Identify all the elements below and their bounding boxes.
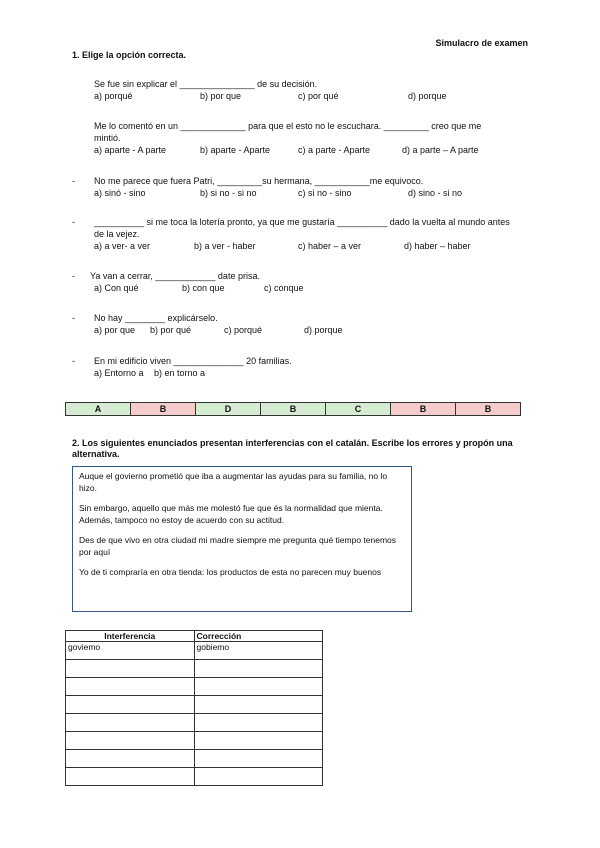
option-a[interactable]: a) por que <box>94 325 136 335</box>
answer-cell: B <box>131 403 196 416</box>
sentences-box <box>72 466 412 612</box>
option-a[interactable]: a) Con qué <box>94 283 139 293</box>
correccion-cell[interactable] <box>194 750 323 768</box>
question-4 <box>72 216 534 252</box>
question-3-bullet: - <box>72 176 75 186</box>
sentence-2: Sin embargo, aquello que más me molestó fue que és la normalidad que mienta. Además, tampoco no estoy de acuerdo con su actitud. <box>79 503 383 525</box>
question-3 <box>72 175 534 199</box>
answer-cell: A <box>66 403 131 416</box>
option-b[interactable]: b) por que <box>200 91 242 101</box>
header-interferencia: Interferencia <box>66 631 195 642</box>
question-5-bullet: - <box>72 271 75 281</box>
option-d[interactable]: d) haber – haber <box>404 241 471 251</box>
answer-cell: C <box>326 403 391 416</box>
correccion-cell[interactable] <box>194 768 323 786</box>
question-2-options <box>94 144 534 156</box>
option-c[interactable]: c) por qué <box>298 91 339 101</box>
question-6-text: No hay ________ explicárselo. <box>94 313 218 323</box>
correccion-cell[interactable] <box>194 732 323 750</box>
question-2 <box>94 120 534 156</box>
interferencia-cell[interactable] <box>66 714 195 732</box>
interferencia-cell[interactable]: goviemo <box>66 642 195 660</box>
section-2-title: 2. Los siguientes enunciados presentan interferencias con el catalán. Escribe los errores y propón una alternativa. <box>72 438 513 459</box>
table-row <box>66 750 323 768</box>
option-b[interactable]: b) a ver - haber <box>194 241 256 251</box>
option-b[interactable]: b) en torno a <box>154 368 206 378</box>
answer-cell: B <box>391 403 456 416</box>
interferencia-cell[interactable] <box>66 732 195 750</box>
option-c[interactable]: c) porqué <box>224 325 263 335</box>
table-row <box>66 696 323 714</box>
correccion-cell[interactable]: gobiemo <box>194 642 323 660</box>
question-1 <box>94 78 534 102</box>
option-b[interactable]: b) con que <box>182 283 225 293</box>
option-a[interactable]: a) porqué <box>94 91 133 101</box>
option-a[interactable]: a) a ver- a ver <box>94 241 151 251</box>
question-3-text: No me parece que fuera Patri, _________su hermana, ___________me equivoco. <box>94 176 424 186</box>
option-d[interactable]: d) porque <box>408 91 447 101</box>
question-1-text: Se fue sin explicar el _______________ de su decisión. <box>94 79 318 89</box>
header-correccion: Corrección <box>194 631 323 642</box>
option-a[interactable]: a) aparte - A parte <box>94 145 167 155</box>
question-4-options <box>94 240 534 252</box>
correccion-cell[interactable] <box>194 678 323 696</box>
table-row <box>66 678 323 696</box>
question-5-options <box>94 282 530 294</box>
option-c[interactable]: c) a parte - Aparte <box>298 145 371 155</box>
option-a[interactable]: a) sinó - sino <box>94 188 146 198</box>
answer-key-row <box>66 403 521 416</box>
question-1-options <box>94 90 534 102</box>
question-5 <box>72 270 530 294</box>
exam-title: Simulacro de examen <box>435 38 528 48</box>
question-7-options <box>94 367 534 379</box>
sentence-4: Yo de ti compraría en otra tienda: los productos de esta no parecen muy buenos <box>79 567 382 577</box>
table-row <box>66 660 323 678</box>
answer-cell: B <box>261 403 326 416</box>
option-c[interactable]: c) si no - sino <box>298 188 352 198</box>
option-d[interactable]: d) a parte – A parte <box>402 145 479 155</box>
option-b[interactable]: b) por qué <box>150 325 192 335</box>
table-header-row <box>66 631 323 642</box>
question-2-text: Me lo comentó en un _____________ para que el esto no le escuchara. _________ creo que me mintió. <box>94 121 482 143</box>
question-7-bullet: - <box>72 356 75 366</box>
option-d[interactable]: d) porque <box>304 325 343 335</box>
interferencia-cell[interactable] <box>66 696 195 714</box>
option-a[interactable]: a) Entorno a <box>94 368 144 378</box>
sentence-3: Des de que vivo en otra ciudad mi madre siempre me pregunta qué tiempo tenemos por aquí <box>79 535 397 557</box>
table-row <box>66 732 323 750</box>
table-row <box>66 768 323 786</box>
sentence-1: Auque el govierno prometió que iba a augmentar las ayudas para su familia, no lo hizo. <box>79 471 388 493</box>
interferencia-cell[interactable] <box>66 750 195 768</box>
question-4-text: __________ si me toca la lotería pronto, ya que me gustaría __________ dado la vuelta al mundo antes de la vejez. <box>94 217 510 239</box>
question-6-options <box>94 324 534 336</box>
option-b[interactable]: b) aparte - Aparte <box>200 145 271 155</box>
question-3-options <box>94 187 534 199</box>
correccion-cell[interactable] <box>194 714 323 732</box>
option-d[interactable]: d) sino - si no <box>408 188 463 198</box>
option-c[interactable]: c) haber – a ver <box>298 241 362 251</box>
question-7 <box>72 355 534 379</box>
answer-cell: B <box>456 403 521 416</box>
question-5-text: Ya van a cerrar, ____________ date prisa. <box>90 271 260 281</box>
option-c[interactable]: c) conque <box>264 283 304 293</box>
question-6-bullet: - <box>72 313 75 323</box>
question-4-bullet: - <box>72 217 75 227</box>
question-7-text: En mi edificio viven ______________ 20 familias. <box>94 356 292 366</box>
table-row <box>66 642 323 660</box>
section-1-title: 1. Elige la opción correcta. <box>72 50 187 60</box>
correccion-cell[interactable] <box>194 660 323 678</box>
correccion-cell[interactable] <box>194 696 323 714</box>
corrections-table <box>65 630 323 786</box>
question-6 <box>72 312 534 336</box>
option-b[interactable]: b) si no - si no <box>200 188 257 198</box>
answer-cell: D <box>196 403 261 416</box>
table-row <box>66 714 323 732</box>
interferencia-cell[interactable] <box>66 768 195 786</box>
answer-key-table <box>65 402 521 416</box>
interferencia-cell[interactable] <box>66 678 195 696</box>
interferencia-cell[interactable] <box>66 660 195 678</box>
